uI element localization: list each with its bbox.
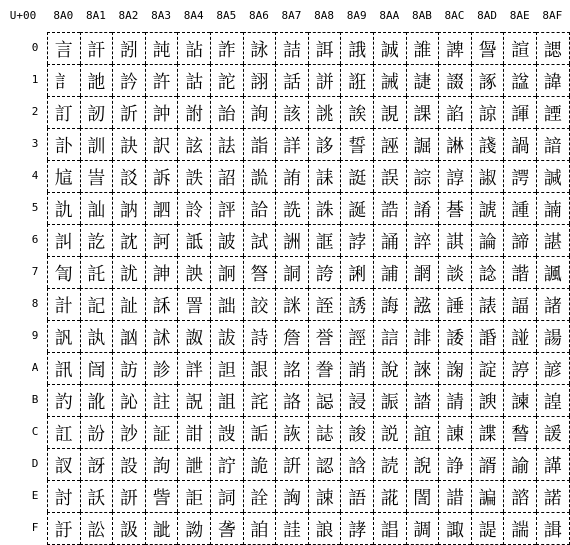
row-header: 3: [31, 137, 39, 150]
character-cell: 訲: [145, 96, 178, 128]
character-cell: 請: [438, 384, 471, 416]
character-cell: 諞: [471, 480, 504, 512]
character-cell: 話: [275, 64, 308, 96]
character-cell: 誂: [308, 96, 341, 128]
character-cell: 訾: [145, 480, 178, 512]
character-cell: 計: [47, 288, 80, 320]
row-header: 0: [31, 41, 39, 54]
table-corner-label: U+00: [9, 9, 37, 22]
character-cell: 誁: [308, 64, 341, 96]
character-cell: 試: [243, 224, 276, 256]
character-cell: 諝: [471, 448, 504, 480]
character-cell: 諧: [503, 256, 536, 288]
character-cell: 諚: [471, 352, 504, 384]
character-cell: 詢: [243, 96, 276, 128]
character-cell: 誘: [340, 288, 373, 320]
character-cell: 訫: [112, 384, 145, 416]
character-cell: 詝: [210, 448, 243, 480]
character-cell: 誧: [373, 256, 406, 288]
character-cell: 諃: [438, 128, 471, 160]
character-cell: 諣: [503, 128, 536, 160]
character-cell: 訦: [112, 224, 145, 256]
character-cell: 詣: [243, 128, 276, 160]
character-cell: 詂: [177, 96, 210, 128]
character-cell: 訰: [145, 32, 178, 64]
character-cell: 詗: [210, 256, 243, 288]
column-header: 8A8: [314, 9, 335, 22]
character-cell: 詾: [275, 480, 308, 512]
character-cell: 訕: [80, 192, 113, 224]
character-cell: 諗: [471, 256, 504, 288]
character-cell: 詊: [177, 352, 210, 384]
character-cell: 訃: [47, 128, 80, 160]
character-cell: 誯: [373, 512, 406, 545]
character-cell: 誩: [373, 320, 406, 352]
character-cell: 談: [438, 256, 471, 288]
character-cell: 誀: [308, 32, 341, 64]
character-cell: 詜: [210, 416, 243, 448]
character-cell: 誶: [406, 224, 439, 256]
character-cell: 諴: [536, 160, 570, 192]
column-header: 8AC: [444, 9, 465, 22]
character-cell: 訜: [80, 416, 113, 448]
character-cell: 訹: [145, 320, 178, 352]
character-cell: 諫: [503, 384, 536, 416]
character-cell: 誑: [340, 64, 373, 96]
character-cell: 訷: [145, 256, 178, 288]
character-cell: 訝: [80, 448, 113, 480]
character-cell: 証: [145, 416, 178, 448]
row-header: E: [31, 489, 39, 502]
character-cell: 詉: [177, 320, 210, 352]
character-cell: 諄: [438, 160, 471, 192]
character-cell: 詰: [275, 32, 308, 64]
character-cell: 諛: [471, 384, 504, 416]
character-cell: 訅: [47, 192, 80, 224]
character-cell: 語: [340, 480, 373, 512]
character-cell: 訸: [145, 288, 178, 320]
character-cell: 諈: [438, 288, 471, 320]
character-cell: 訧: [112, 256, 145, 288]
character-cell: 詻: [275, 384, 308, 416]
column-header: 8AE: [509, 9, 530, 22]
character-cell: 諠: [503, 32, 536, 64]
character-cell: 訏: [47, 512, 80, 545]
character-cell: 詎: [177, 480, 210, 512]
character-cell: 諳: [536, 128, 570, 160]
character-cell: 誼: [406, 416, 439, 448]
character-cell: 誺: [406, 352, 439, 384]
character-cell: 諾: [536, 480, 570, 512]
column-header: 8A2: [118, 9, 139, 22]
character-cell: 訮: [112, 480, 145, 512]
character-cell: 詖: [210, 224, 243, 256]
character-cell: 諆: [438, 224, 471, 256]
character-cell: 諅: [438, 192, 471, 224]
character-cell: 訿: [145, 512, 178, 545]
character-cell: 詚: [210, 352, 243, 384]
character-cell: 誰: [406, 32, 439, 64]
character-cell: 誙: [340, 320, 373, 352]
character-cell: 詿: [275, 512, 308, 545]
character-cell: 訞: [80, 480, 113, 512]
character-cell: 訣: [112, 128, 145, 160]
character-cell: 誣: [373, 128, 406, 160]
character-cell: 諸: [536, 288, 570, 320]
row-header: A: [31, 361, 39, 374]
character-cell: 訂: [47, 96, 80, 128]
row-header: D: [31, 457, 39, 470]
character-cell: 詼: [275, 416, 308, 448]
character-cell: 説: [373, 416, 406, 448]
character-cell: 詓: [210, 128, 243, 160]
character-cell: 誉: [308, 320, 341, 352]
character-cell: 諒: [471, 96, 504, 128]
character-cell: 論: [471, 224, 504, 256]
character-cell: 設: [112, 448, 145, 480]
character-cell: 訛: [80, 384, 113, 416]
character-cell: 詡: [243, 64, 276, 96]
character-cell: 諬: [503, 416, 536, 448]
row-header: 5: [31, 201, 39, 214]
column-header: 8A4: [183, 9, 204, 22]
character-cell: 諜: [471, 416, 504, 448]
row-header: 1: [31, 73, 39, 86]
character-cell: 誊: [308, 352, 341, 384]
character-cell: 詽: [275, 448, 308, 480]
character-cell: 諱: [536, 64, 570, 96]
character-cell: 訵: [145, 192, 178, 224]
column-header: 8A7: [281, 9, 302, 22]
character-cell: 詺: [275, 352, 308, 384]
character-cell: 誸: [406, 288, 439, 320]
character-cell: 詠: [243, 32, 276, 64]
character-cell: 詭: [243, 448, 276, 480]
character-cell: 訄: [47, 160, 80, 192]
character-cell: 詶: [275, 224, 308, 256]
character-cell: 誹: [406, 320, 439, 352]
character-cell: 訳: [145, 128, 178, 160]
character-cell: 訇: [47, 256, 80, 288]
character-cell: 誫: [373, 384, 406, 416]
character-cell: 諑: [471, 64, 504, 96]
character-cell: 詆: [177, 224, 210, 256]
character-cell: 詞: [210, 480, 243, 512]
character-cell: 詃: [177, 128, 210, 160]
character-cell: 読: [373, 448, 406, 480]
character-cell: 諻: [536, 384, 570, 416]
character-cell: 誽: [406, 448, 439, 480]
character-cell: 訶: [145, 224, 178, 256]
character-cell: 詈: [177, 288, 210, 320]
character-cell: 誃: [308, 128, 341, 160]
character-cell: 詋: [177, 384, 210, 416]
character-cell: 詄: [177, 160, 210, 192]
character-cell: 誔: [340, 160, 373, 192]
character-cell: 說: [373, 352, 406, 384]
character-cell: 誛: [340, 384, 373, 416]
character-cell: 詑: [210, 64, 243, 96]
character-cell: 訆: [47, 224, 80, 256]
row-header: 6: [31, 233, 39, 246]
character-cell: 詵: [275, 192, 308, 224]
character-cell: 詫: [243, 384, 276, 416]
character-cell: 討: [47, 480, 80, 512]
column-header: 8AB: [411, 9, 432, 22]
character-cell: 詇: [177, 256, 210, 288]
character-cell: 諉: [438, 320, 471, 352]
character-cell: 訤: [112, 160, 145, 192]
character-cell: 諁: [438, 64, 471, 96]
character-cell: 誓: [340, 128, 373, 160]
character-cell: 訒: [80, 96, 113, 128]
character-cell: 訑: [80, 64, 113, 96]
character-cell: 訠: [112, 32, 145, 64]
character-cell: 訋: [47, 384, 80, 416]
character-cell: 誷: [406, 256, 439, 288]
character-cell: 記: [80, 288, 113, 320]
character-cell: 詤: [243, 160, 276, 192]
character-cell: 誦: [373, 224, 406, 256]
character-cell: 諍: [438, 448, 471, 480]
row-header: 2: [31, 105, 39, 118]
character-cell: 諩: [503, 320, 536, 352]
column-header: 8A1: [85, 9, 106, 22]
character-cell: 諔: [471, 160, 504, 192]
character-cell: 諥: [503, 192, 536, 224]
character-cell: 詩: [243, 320, 276, 352]
character-cell: 誚: [340, 352, 373, 384]
character-cell: 諮: [503, 480, 536, 512]
character-cell: 訪: [112, 352, 145, 384]
character-cell: 誻: [406, 384, 439, 416]
column-header: 8A0: [53, 9, 74, 22]
character-cell: 誡: [373, 64, 406, 96]
character-cell: 誇: [308, 256, 341, 288]
character-cell: 詟: [210, 512, 243, 545]
character-cell: 詀: [177, 32, 210, 64]
character-cell: 諲: [536, 96, 570, 128]
character-cell: 詘: [210, 288, 243, 320]
character-cell: 訚: [80, 352, 113, 384]
character-cell: 調: [406, 512, 439, 545]
character-cell: 許: [145, 64, 178, 96]
column-header: 8AA: [379, 9, 400, 22]
character-cell: 誱: [406, 64, 439, 96]
character-cell: 誐: [340, 32, 373, 64]
character-cell: 註: [145, 384, 178, 416]
character-cell: 言: [47, 32, 80, 64]
character-cell: 諷: [536, 256, 570, 288]
character-cell: 誈: [308, 288, 341, 320]
character-cell: 詥: [243, 192, 276, 224]
character-cell: 誎: [308, 480, 341, 512]
character-cell: 諀: [438, 32, 471, 64]
character-cell: 詌: [177, 416, 210, 448]
character-cell: 諹: [536, 320, 570, 352]
character-cell: 誤: [373, 160, 406, 192]
character-cell: 諏: [438, 512, 471, 545]
character-cell: 詸: [275, 288, 308, 320]
character-cell: 諂: [438, 96, 471, 128]
row-header: 8: [31, 297, 39, 310]
character-cell: 諿: [536, 512, 570, 545]
character-cell: 諐: [471, 32, 504, 64]
character-cell: 諽: [536, 448, 570, 480]
character-cell: 詛: [210, 384, 243, 416]
column-header: 8AD: [477, 9, 498, 22]
character-cell: 誏: [308, 512, 341, 545]
character-cell: 諓: [471, 128, 504, 160]
character-cell: 訴: [145, 160, 178, 192]
character-cell: 詷: [275, 256, 308, 288]
column-header: 8A9: [346, 9, 367, 22]
character-cell: 訬: [112, 416, 145, 448]
row-header: B: [31, 393, 39, 406]
character-cell: 詅: [177, 192, 210, 224]
character-cell: 誄: [308, 160, 341, 192]
character-cell: 諼: [536, 416, 570, 448]
character-cell: 訩: [112, 320, 145, 352]
character-cell: 評: [210, 192, 243, 224]
character-cell: 訡: [112, 64, 145, 96]
column-header: 8A3: [151, 9, 172, 22]
character-cell: 誗: [340, 256, 373, 288]
character-cell: 訐: [80, 32, 113, 64]
character-cell: 診: [145, 352, 178, 384]
character-cell: 諯: [503, 512, 536, 545]
character-cell: 誮: [373, 480, 406, 512]
character-cell: 誝: [340, 448, 373, 480]
character-cell: 誥: [373, 192, 406, 224]
character-cell: 詒: [210, 96, 243, 128]
row-header: C: [31, 425, 39, 438]
character-cell: 訁: [47, 64, 80, 96]
character-cell: 訊: [47, 352, 80, 384]
character-cell: 訥: [112, 192, 145, 224]
character-cell: 誵: [406, 192, 439, 224]
character-cell: 詬: [243, 416, 276, 448]
character-cell: 諘: [471, 288, 504, 320]
character-cell: 誅: [308, 192, 341, 224]
character-cell: 訓: [80, 128, 113, 160]
character-cell: 諶: [536, 224, 570, 256]
character-cell: 詍: [177, 448, 210, 480]
character-cell: 訖: [80, 224, 113, 256]
character-cell: 詪: [243, 352, 276, 384]
character-cell: 諢: [503, 96, 536, 128]
column-header: 8A6: [248, 9, 269, 22]
character-cell: 諡: [503, 64, 536, 96]
character-cell: 誟: [340, 512, 373, 545]
character-cell: 訉: [47, 320, 80, 352]
character-cell: 諺: [536, 352, 570, 384]
character-cell: 詁: [177, 64, 210, 96]
character-cell: 諤: [503, 160, 536, 192]
character-cell: 該: [275, 96, 308, 128]
row-header: 9: [31, 329, 39, 342]
character-cell: 訢: [112, 96, 145, 128]
character-cell: 詙: [210, 320, 243, 352]
character-cell: 訍: [47, 448, 80, 480]
character-cell: 諊: [438, 352, 471, 384]
character-cell: 詐: [210, 32, 243, 64]
character-cell: 諭: [503, 448, 536, 480]
column-header: 8A5: [216, 9, 237, 22]
character-cell: 誾: [406, 480, 439, 512]
character-cell: 誒: [340, 96, 373, 128]
character-cell: 諵: [536, 192, 570, 224]
character-cell: 詨: [243, 288, 276, 320]
character-cell: 誜: [340, 416, 373, 448]
character-cell: 誠: [373, 32, 406, 64]
character-cell: 詳: [275, 128, 308, 160]
character-cell: 課: [406, 96, 439, 128]
character-cell: 誴: [406, 160, 439, 192]
character-cell: 諙: [471, 320, 504, 352]
character-cell: 詧: [243, 256, 276, 288]
character-cell: 訌: [47, 416, 80, 448]
character-cell: 訟: [80, 512, 113, 545]
character-cell: 誕: [340, 192, 373, 224]
character-cell: 誌: [308, 416, 341, 448]
character-cell: 誆: [308, 224, 341, 256]
row-header: 4: [31, 169, 39, 182]
character-cell: 訽: [145, 448, 178, 480]
character-cell: 諦: [503, 224, 536, 256]
character-cell: 詔: [210, 160, 243, 192]
character-cell: 諌: [438, 416, 471, 448]
character-cell: 誋: [308, 384, 341, 416]
character-cell: 詴: [275, 160, 308, 192]
row-header: 7: [31, 265, 39, 278]
column-header: 8AF: [542, 9, 563, 22]
character-cell: 託: [80, 256, 113, 288]
character-cell: 誖: [340, 224, 373, 256]
character-cell: 訔: [80, 160, 113, 192]
character-cell: 詮: [243, 480, 276, 512]
character-cell: 誢: [373, 96, 406, 128]
character-cell: 誳: [406, 128, 439, 160]
character-cell: 訨: [112, 288, 145, 320]
character-cell: 詹: [275, 320, 308, 352]
character-cell: 詏: [177, 512, 210, 545]
row-header: F: [31, 521, 39, 534]
character-cell: 諎: [438, 480, 471, 512]
character-cell: 訙: [80, 320, 113, 352]
character-cell: 諕: [471, 192, 504, 224]
character-cell: 諨: [503, 288, 536, 320]
character-cell: 誨: [373, 288, 406, 320]
character-cell: 諰: [536, 32, 570, 64]
character-cell: 訯: [112, 512, 145, 545]
character-cell: 認: [308, 448, 341, 480]
character-cell: 諪: [503, 352, 536, 384]
character-cell: 諟: [471, 512, 504, 545]
character-cell: 詯: [243, 512, 276, 545]
